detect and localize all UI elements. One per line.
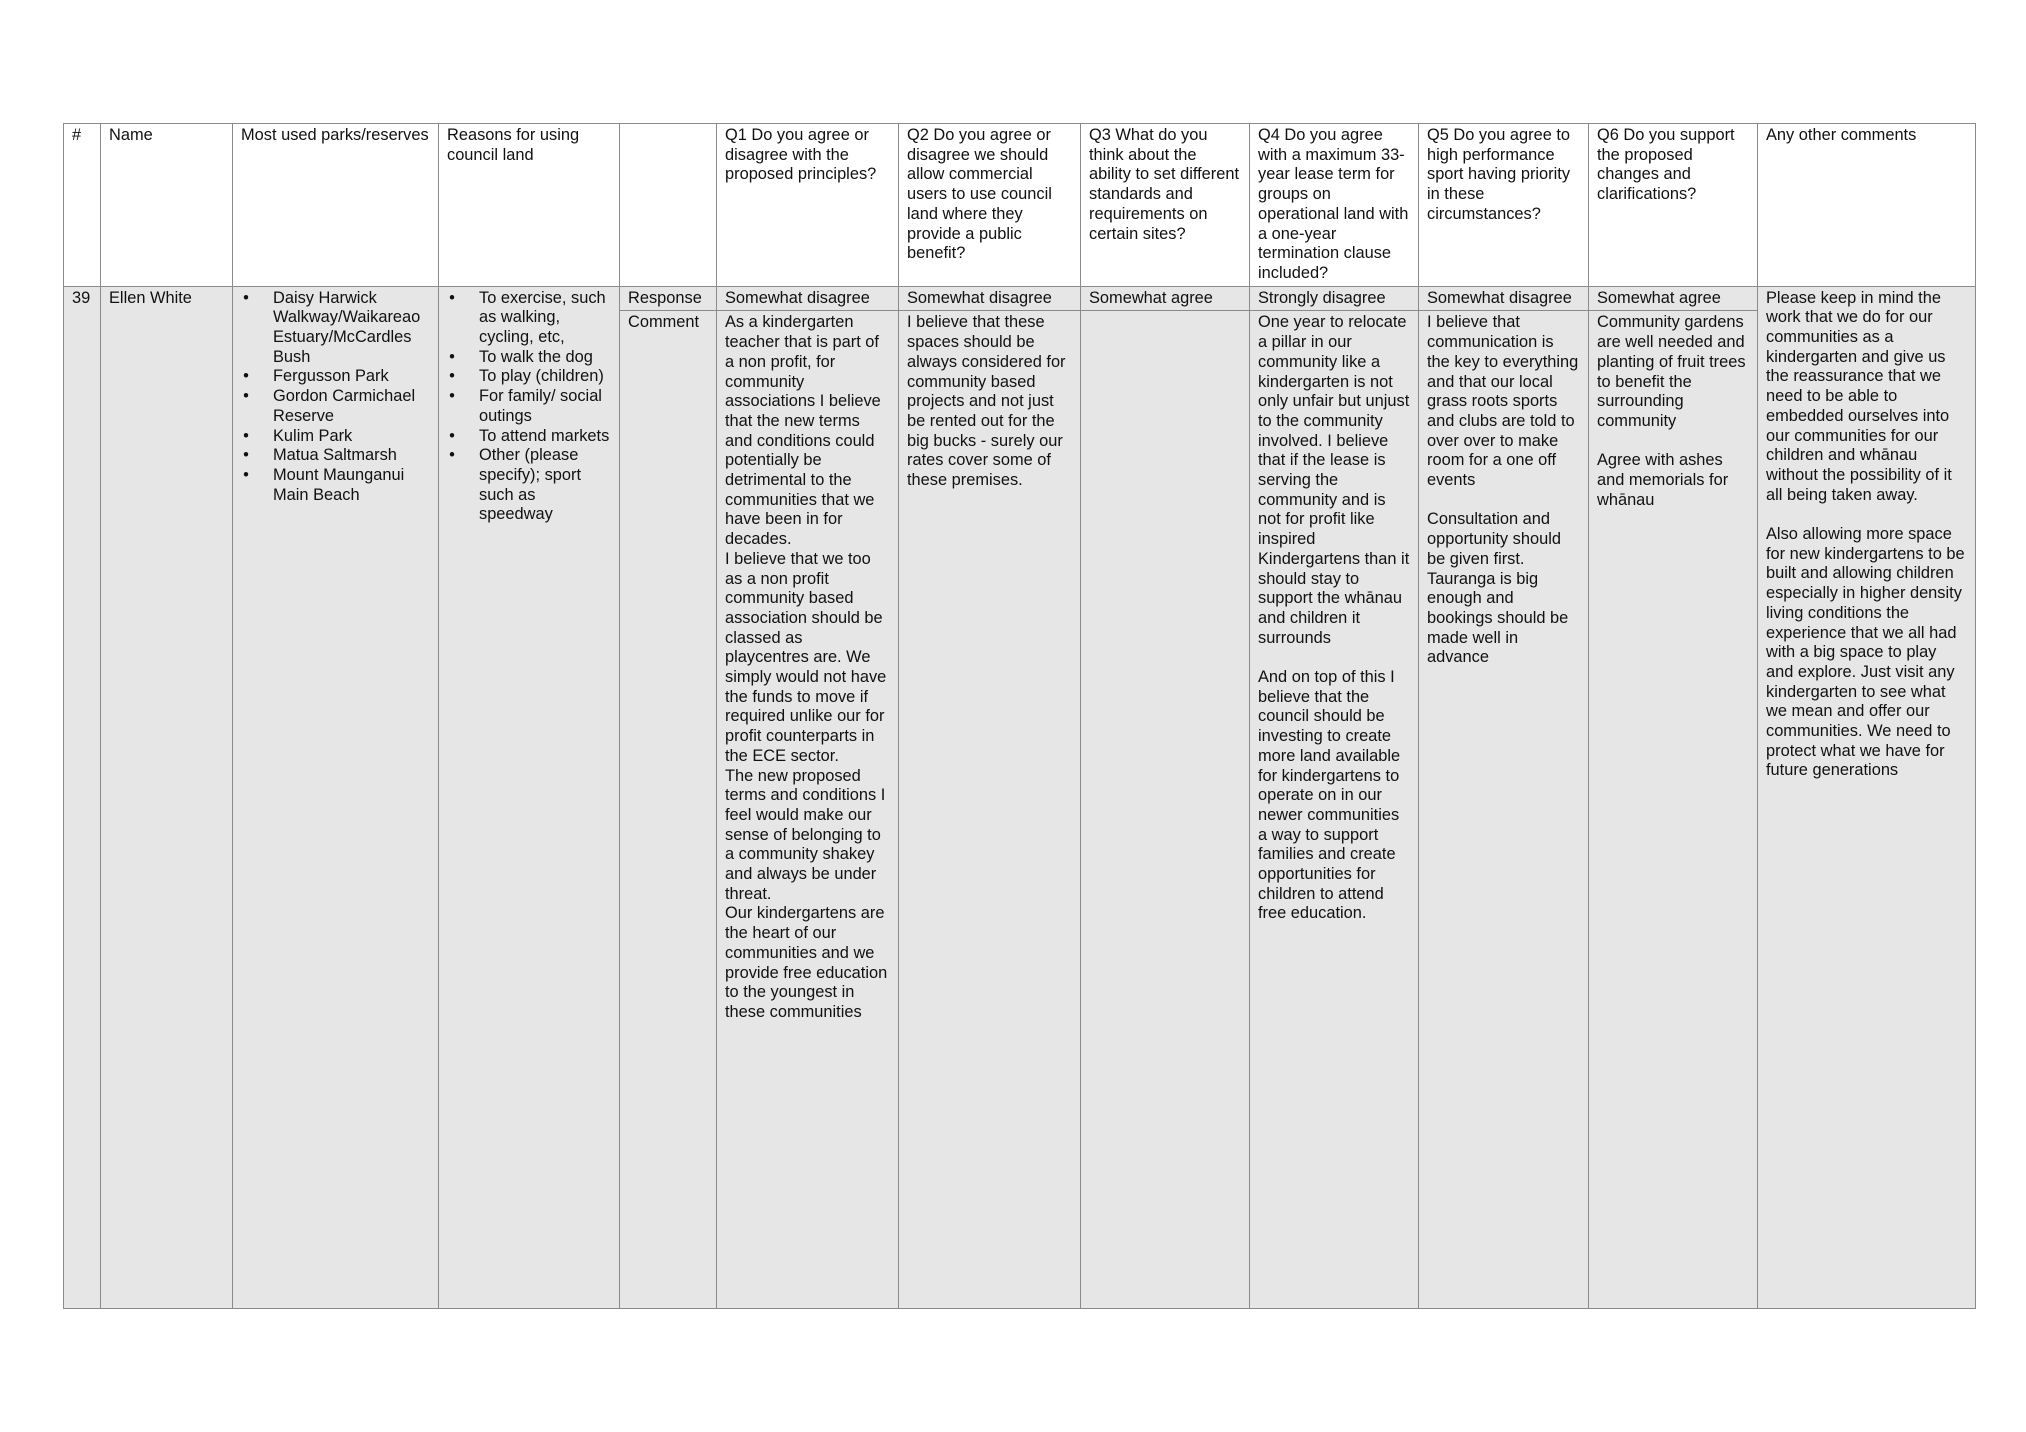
submitter-name: Ellen White [101, 286, 233, 1308]
q3-comment [1081, 311, 1250, 1309]
header-row [64, 124, 1976, 287]
other-comment-paragraph: Please keep in mind the work that we do for our communities as a kindergarten and give us the reassurance that we need to be able to embedded ourselves into our communities for our children and whānau without the possibility of it all being taken away. [1766, 288, 1952, 504]
list-item: • Kulim Park [265, 427, 430, 447]
comment-label: Comment [620, 311, 717, 1309]
parks-list [241, 289, 430, 506]
header-most-used-parks: Most used parks/reserves [233, 124, 439, 287]
list-item: • Fergusson Park [265, 367, 430, 387]
reasons-list [447, 289, 611, 525]
q4-response: Strongly disagree [1250, 286, 1419, 311]
comment-paragraph: I believe that communication is the key to everything and that our local grass roots sports and clubs are told to over over to make room for a one off events [1427, 313, 1579, 490]
header-reasons: Reasons for using council land [439, 124, 620, 287]
comment-paragraph: I believe that these spaces should be always considered for community based projects and not just be rented out for the big bucks - surely our rates cover some of these premises. [907, 313, 1066, 490]
comment-paragraph: Our kindergartens are the heart of our communities and we provide free education to the youngest in these communities [725, 904, 888, 1021]
comment-paragraph: I believe that we too as a non profit community based association should be classed as playcentres are. We simply would not have the funds to move if required unlike our for profit counterparts in the ECE sector. [725, 549, 887, 765]
comment-paragraph: Consultation and opportunity should be given first. Tauranga is big enough and bookings should be made well in advance [1427, 510, 1569, 667]
response-label: Response [620, 286, 717, 311]
header-q4: Q4 Do you agree with a maximum 33-year lease term for groups on operational land with a one-year termination clause included? [1250, 124, 1419, 287]
submission-number: 39 [64, 286, 101, 1308]
list-item: • Daisy Harwick Walkway/Waikareao Estuary/McCardles Bush [265, 289, 430, 368]
comment-paragraph: Agree with ashes and memorials for whānau [1597, 451, 1729, 509]
q1-response: Somewhat disagree [717, 286, 899, 311]
comment-paragraph: As a kindergarten teacher that is part of a non profit, for community associations I believe that the new terms and conditions could potentially be detrimental to the communities that we have been in for decades. [725, 313, 881, 549]
list-item: • Other (please specify); sport such as speedway [471, 446, 611, 525]
q4-comment [1250, 311, 1419, 1309]
header-q2: Q2 Do you agree or disagree we should allow commercial users to use council land where they provide a public benefit? [899, 124, 1081, 287]
comment-paragraph: The new proposed terms and conditions I feel would make our sense of belonging to a community shakey and always be under threat. [725, 766, 886, 903]
header-q5: Q5 Do you agree to high performance sport having priority in these circumstances? [1419, 124, 1589, 287]
header-name: Name [101, 124, 233, 287]
header-other-comments: Any other comments [1758, 124, 1976, 287]
header-blank [620, 124, 717, 287]
q6-response: Somewhat agree [1589, 286, 1758, 311]
list-item: • To attend markets [471, 427, 611, 447]
response-row [64, 286, 1976, 311]
list-item: • Mount Maunganui Main Beach [265, 466, 430, 505]
submission-table [63, 123, 1976, 1309]
header-q3: Q3 What do you think about the ability to set different standards and requirements on certain sites? [1081, 124, 1250, 287]
q2-response: Somewhat disagree [899, 286, 1081, 311]
list-item: • Matua Saltmarsh [265, 446, 430, 466]
header-number: # [64, 124, 101, 287]
comment-paragraph: One year to relocate a pillar in our community like a kindergarten is not only unfair but unjust to the community involved. I believe that if the lease is serving the community and is not for profit like inspired Kindergartens than it should stay to support the whānau and children it surrounds [1258, 313, 1410, 647]
q3-response: Somewhat agree [1081, 286, 1250, 311]
reasons-cell [439, 286, 620, 1308]
list-item: • To exercise, such as walking, cycling, etc, [471, 289, 611, 348]
other-comment-paragraph: Also allowing more space for new kindergartens to be built and allowing children especially in higher density living conditions the experience that we all had with a big space to play and explore. Just visit any kindergarten to see what we mean and offer our communities. We need to protect what we have for future generations [1766, 525, 1965, 780]
other-comments-cell [1758, 286, 1976, 1308]
comment-paragraph: Community gardens are well needed and planting of fruit trees to benefit the surrounding community [1597, 313, 1746, 430]
list-item: • For family/ social outings [471, 387, 611, 426]
parks-cell [233, 286, 439, 1308]
q2-comment [899, 311, 1081, 1309]
header-q1: Q1 Do you agree or disagree with the proposed principles? [717, 124, 899, 287]
list-item: • To walk the dog [471, 348, 611, 368]
q6-comment [1589, 311, 1758, 1309]
list-item: • To play (children) [471, 367, 611, 387]
header-q6: Q6 Do you support the proposed changes and clarifications? [1589, 124, 1758, 287]
q5-comment [1419, 311, 1589, 1309]
q5-response: Somewhat disagree [1419, 286, 1589, 311]
list-item: • Gordon Carmichael Reserve [265, 387, 430, 426]
comment-paragraph: And on top of this I believe that the council should be investing to create more land available for kindergartens to operate on in our newer communities a way to support families and create opportunities for children to attend free education. [1258, 668, 1401, 923]
q1-comment [717, 311, 899, 1309]
